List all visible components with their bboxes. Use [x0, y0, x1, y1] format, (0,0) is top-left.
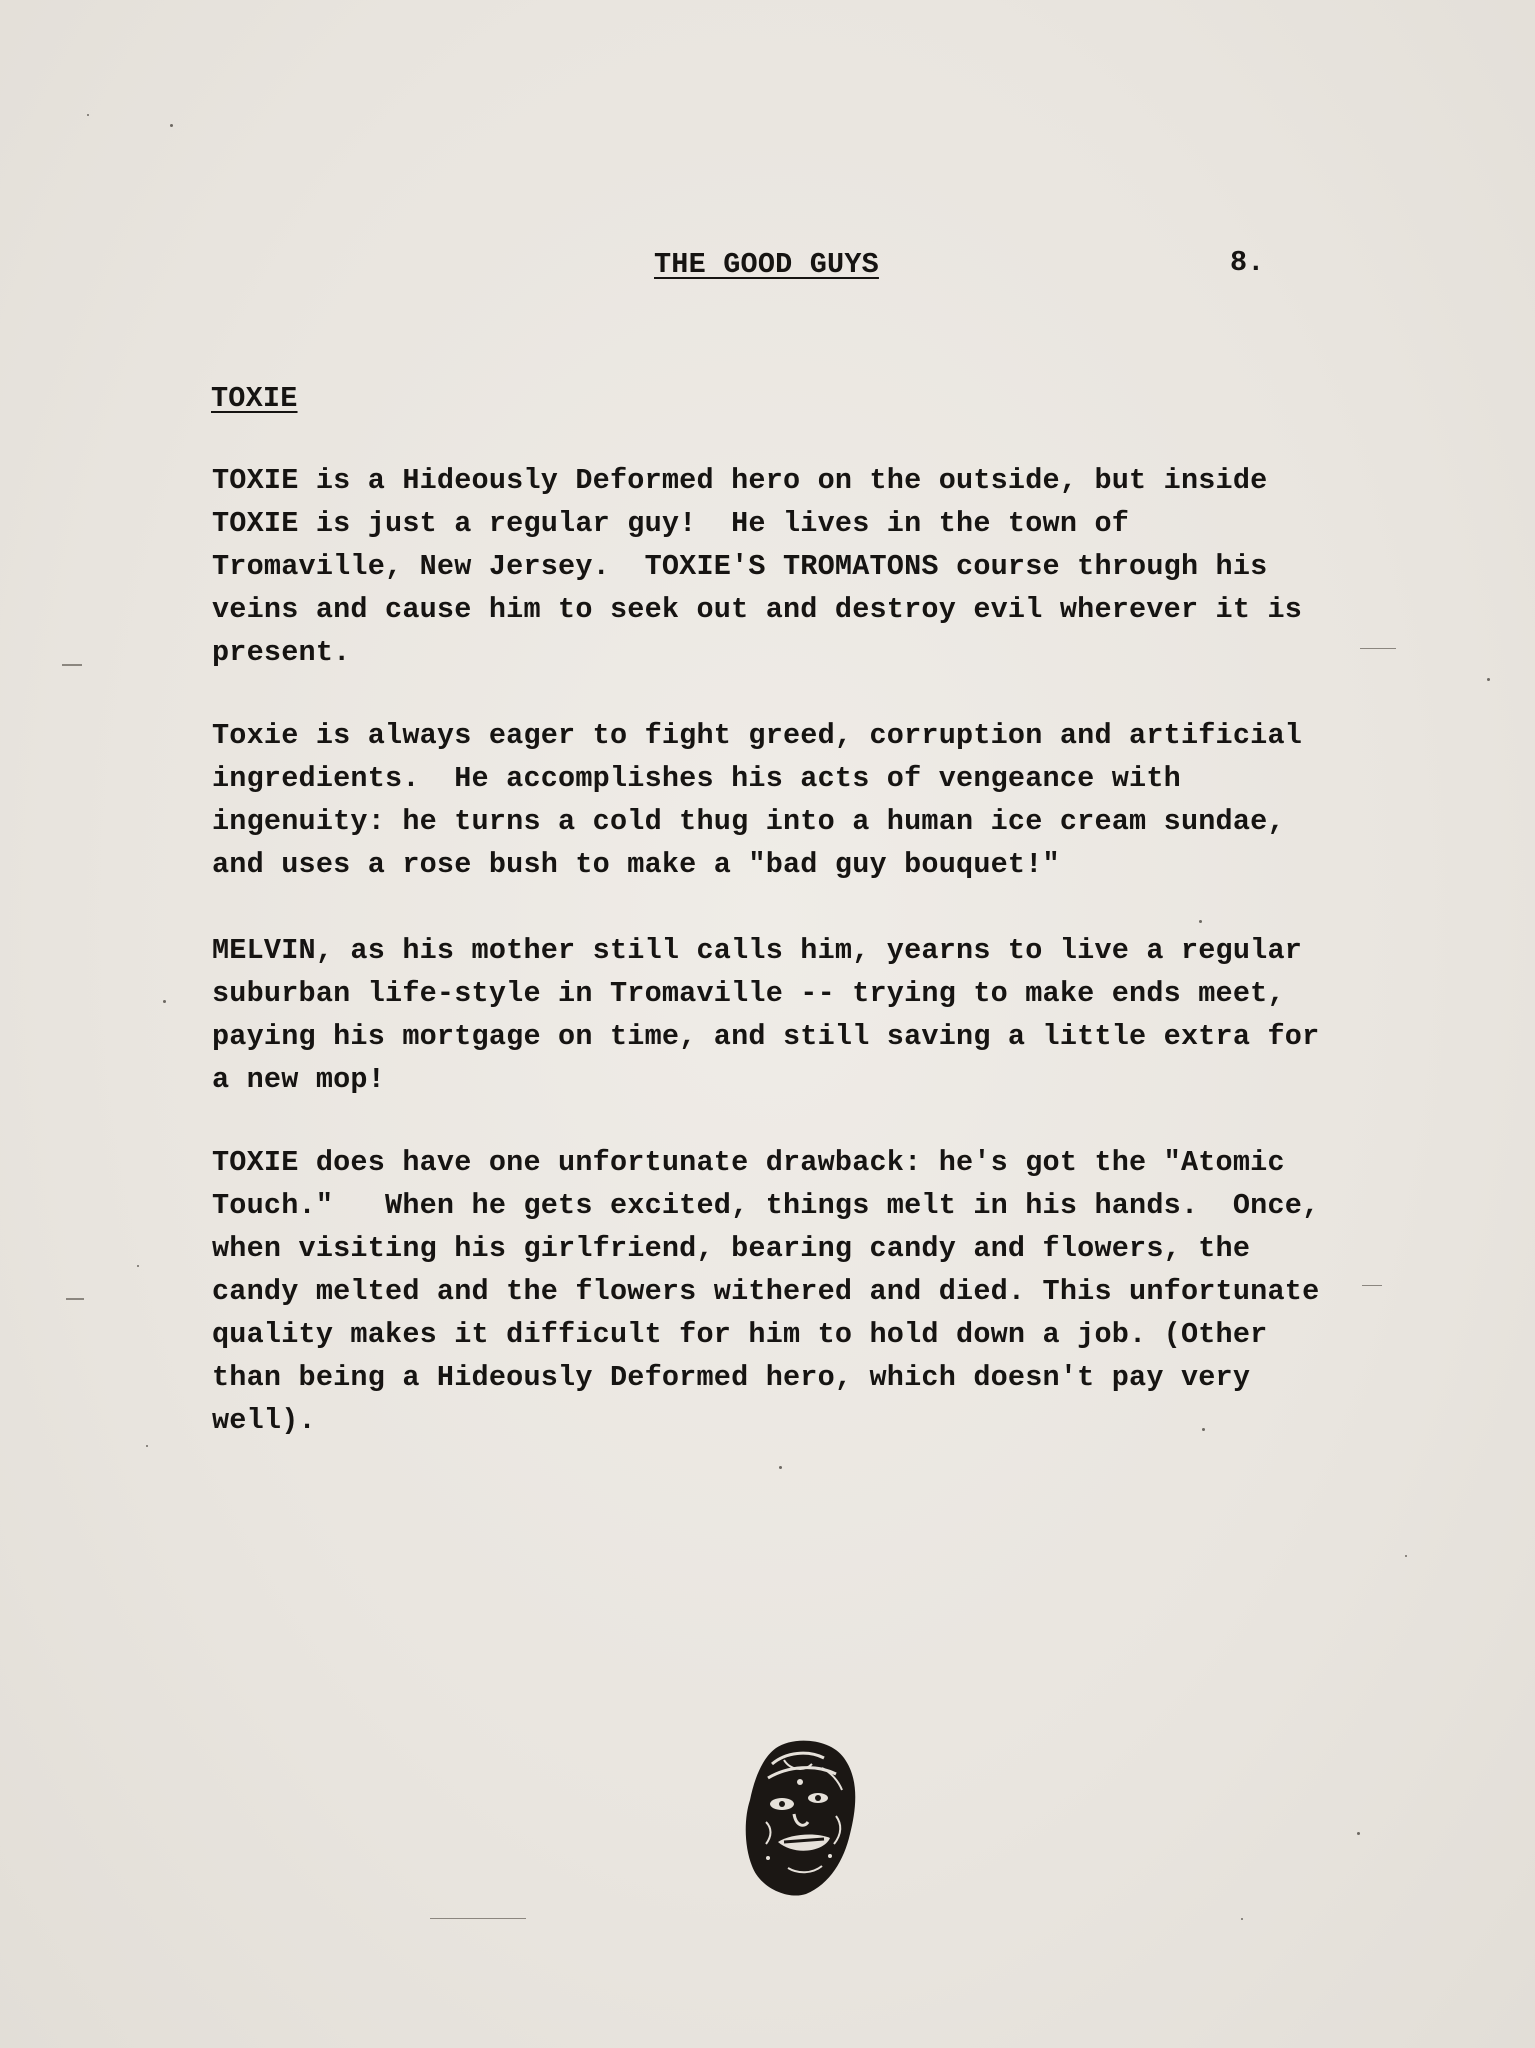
paragraph — [212, 459, 1302, 674]
paragraph-line: paying his mortgage on time, and still saving a little extra for — [212, 1020, 1320, 1053]
paper-speck — [146, 1445, 148, 1447]
paragraph-line: and uses a rose bush to make a "bad guy bouquet!" — [212, 848, 1060, 881]
paragraph-line: than being a Hideously Deformed hero, which doesn't pay very — [212, 1361, 1251, 1394]
paragraph-line: when visiting his girlfriend, bearing candy and flowers, the — [212, 1232, 1251, 1265]
paragraph-line: TOXIE is a Hideously Deformed hero on the outside, but inside — [212, 464, 1268, 497]
paragraph — [212, 1141, 1319, 1442]
paper-speck — [1241, 1918, 1243, 1920]
paragraph-line: ingenuity: he turns a cold thug into a human ice cream sundae, — [212, 805, 1285, 838]
paragraph-line: Toxie is always eager to fight greed, corruption and artificial — [212, 719, 1303, 752]
paper-speck — [1202, 1428, 1205, 1431]
paper-speck — [1487, 678, 1490, 681]
paragraph — [212, 714, 1302, 886]
paper-speck — [1405, 1555, 1407, 1557]
paragraph-line: ingredients. He accomplishes his acts of vengeance with — [212, 762, 1181, 795]
paragraph-line: present. — [212, 636, 351, 669]
margin-mark — [1360, 648, 1396, 649]
paper-speck — [1357, 1832, 1360, 1835]
paragraph-line: MELVIN, as his mother still calls him, yearns to live a regular — [212, 934, 1303, 967]
paragraph-line: veins and cause him to seek out and destroy evil wherever it is — [212, 593, 1303, 626]
paper-speck — [170, 124, 173, 127]
page-title: THE GOOD GUYS — [654, 248, 879, 281]
paragraph-line: quality makes it difficult for him to hold down a job. (Other — [212, 1318, 1268, 1351]
paragraph-line: TOXIE does have one unfortunate drawback: he's got the "Atomic — [212, 1146, 1285, 1179]
paragraph-line: candy melted and the flowers withered and died. This unfortunate — [212, 1275, 1320, 1308]
page-number: 8. — [1230, 246, 1265, 279]
paper-speck — [87, 114, 89, 116]
margin-mark — [1362, 1285, 1382, 1286]
paper-speck — [779, 1466, 782, 1469]
paragraph-line: Touch." When he gets excited, things melt in his hands. Once, — [212, 1189, 1320, 1222]
paragraph-line: suburban life-style in Tromaville -- trying to make ends meet, — [212, 977, 1285, 1010]
section-heading: TOXIE — [211, 382, 298, 415]
margin-mark — [430, 1918, 526, 1919]
margin-mark — [62, 664, 82, 666]
paper-speck — [137, 1265, 139, 1267]
paper-speck — [163, 1000, 166, 1003]
paragraph-line: well). — [212, 1404, 316, 1437]
paragraph-line: TOXIE is just a regular guy! He lives in the town of — [212, 507, 1130, 540]
paragraph-line: a new mop! — [212, 1063, 386, 1096]
paragraph — [212, 929, 1319, 1101]
toxie-face-icon — [738, 1738, 864, 1898]
paragraph-line: Tromaville, New Jersey. TOXIE'S TROMATONS course through his — [212, 550, 1268, 583]
paper-speck — [1199, 920, 1202, 923]
margin-mark — [66, 1298, 84, 1300]
